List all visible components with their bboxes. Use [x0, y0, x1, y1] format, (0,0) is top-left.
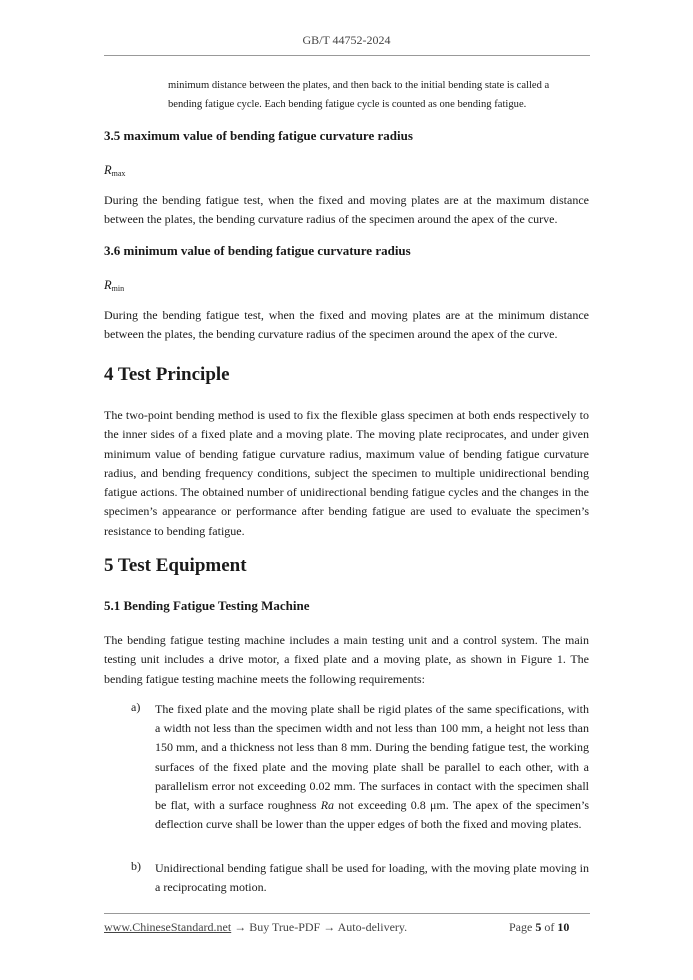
page-header-standard: GB/T 44752-2024: [302, 33, 391, 47]
list-item-a-marker: a): [131, 700, 141, 714]
section-3-5-body: During the bending fatigue test, when the fixed and moving plates are at the maximum distance between the plates, the bending curvature radius of the specimen around the apex of the curve.: [104, 193, 589, 227]
section-4-body: The two-point bending method is used to fix the flexible glass specimen at both ends respectively to the inner sides of a fixed plate and a moving plate. The moving plate reciprocates, and under given minimum value of bending fatigue curvature radius, maximum value of bending fatigue curvature radius, and bending frequency conditions, subject the specimen to multiple unidirectional bending fatigue actions. The obtained number of unidirectional bending fatigue cycles and the changes in the specimen’s appearance or performance after bending fatigue are used to evaluate the specimen’s resistance to bending fatigue.: [104, 408, 589, 538]
auto-delivery-text: Auto-delivery.: [337, 920, 408, 934]
section-5-1-body: The bending fatigue testing machine includes a main testing unit and a control system. The main testing unit includes a drive motor, a fixed plate and a moving plate, as shown in Figure 1. The bending fatigue testing machine meets the following requirements:: [104, 633, 589, 686]
section-3-5-heading: 3.5 maximum value of bending fatigue curvature radius: [104, 128, 413, 143]
total-pages-number: 10: [557, 920, 570, 934]
arrow-right-icon: →: [320, 920, 338, 934]
list-item-a-part-2: not exceeding 0.8 μm. The apex of the specimen’s deflection curve shall be lower than the upper edges of both the fixed and moving plates.: [155, 798, 590, 832]
section-3-6-heading: 3.6 minimum value of bending fatigue curvature radius: [104, 243, 411, 258]
footer-rule: [104, 913, 590, 914]
header-rule: [104, 55, 590, 56]
current-page-number: 5: [535, 920, 542, 934]
list-item-b-text: Unidirectional bending fatigue shall be used for loading, with the moving plate moving in a reciprocating motion.: [155, 861, 589, 895]
footer-promo: [104, 920, 407, 935]
of-word: of: [544, 920, 555, 934]
intro-line-2: bending fatigue cycle. Each bending fatigue cycle is counted as one bending fatigue.: [168, 99, 527, 110]
site-link[interactable]: www.ChineseStandard.net: [104, 920, 232, 934]
symbol-r-min-letter: R: [104, 278, 112, 292]
section-5-heading: 5 Test Equipment: [104, 555, 247, 576]
symbol-r-max: [104, 163, 125, 178]
arrow-right-icon: →: [231, 920, 250, 934]
list-item-a-text: [155, 700, 589, 834]
intro-line-1: minimum distance between the plates, and then back to the initial bending state is called a: [168, 80, 550, 91]
page-counter: [509, 920, 569, 935]
symbol-r-max-subscript: max: [111, 169, 126, 178]
symbol-r-max-letter: R: [104, 163, 112, 177]
page-word: Page: [509, 920, 533, 934]
section-4-heading: 4 Test Principle: [104, 364, 230, 385]
list-item-a-part-1: The fixed plate and the moving plate shall be rigid plates of the same specifications, with a width not less than the specimen width and not less than 100 mm, a height not less than 150 mm, and a thickness not less than 8 mm. During the bending fatigue test, the working surfaces of the fixed plate and the moving plate shall be parallel to each other, with a parallelism error not exceeding 0.02 mm. The surfaces in contact with the specimen shall be flat, with a surface roughness: [155, 702, 589, 813]
section-3-6-body: During the bending fatigue test, when the fixed and moving plates are at the minimum distance between the plates, the bending curvature radius of the specimen around the apex of the curve.: [104, 308, 589, 342]
roughness-symbol: Ra: [320, 798, 335, 813]
buy-pdf-text: Buy True-PDF: [249, 920, 321, 934]
symbol-r-min: [104, 278, 124, 293]
section-5-1-heading: 5.1 Bending Fatigue Testing Machine: [104, 598, 310, 613]
list-item-b-marker: b): [131, 859, 141, 873]
symbol-r-min-subscript: min: [111, 284, 125, 293]
